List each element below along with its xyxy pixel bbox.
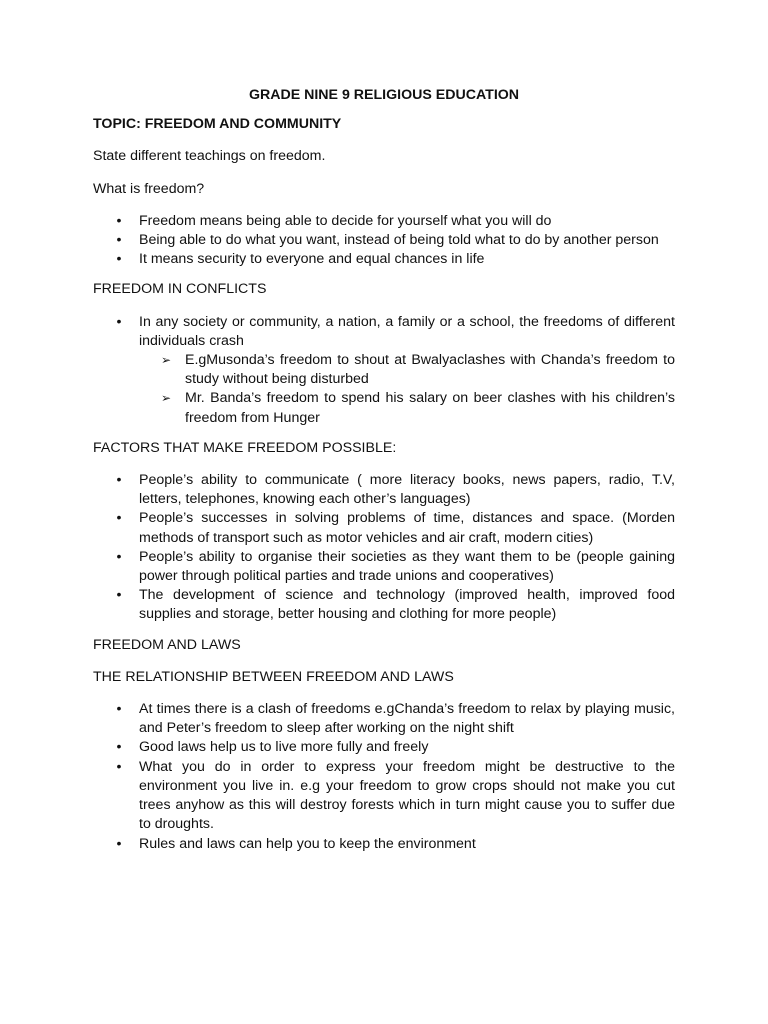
list-item (93, 758, 675, 835)
arrow-bullet-icon: ➢ (161, 391, 172, 406)
list-item-text: Good laws help us to live more fully and freely (139, 739, 429, 756)
laws-list (93, 700, 675, 854)
list-item (93, 313, 675, 428)
sub-list-item-text: Mr. Banda’s freedom to spend his salary on beer clashes with his children’s freedom from Hunger (185, 390, 675, 426)
list-item (93, 586, 675, 624)
list-item (93, 471, 675, 509)
list-item-text: In any society or community, a nation, a family or a school, the freedoms of different individuals crash (139, 313, 675, 349)
bullet-icon: • (116, 472, 122, 489)
document-body (93, 86, 675, 865)
list-item (93, 231, 675, 250)
bullet-icon: • (116, 835, 122, 852)
bullet-icon: • (116, 232, 122, 249)
conflict-examples-list (139, 351, 675, 428)
topic-heading: TOPIC: FREEDOM AND COMMUNITY (93, 116, 342, 133)
bullet-icon: • (116, 510, 122, 527)
bullet-icon: • (116, 212, 122, 229)
bullet-icon: • (116, 313, 122, 330)
factors-list (93, 471, 675, 625)
bullet-icon: • (116, 587, 122, 604)
sub-list-item-text: E.gMusonda’s freedom to shout at Bwalyaclashes with Chanda’s freedom to study without being disturbed (185, 352, 675, 388)
list-item-text: People’s ability to communicate ( more literacy books, news papers, radio, T.V, letters, telephones, knowing each other’s languages) (139, 472, 675, 508)
list-item-text: It means security to everyone and equal chances in life (139, 251, 485, 268)
bullet-icon: • (116, 251, 122, 268)
freedom-points-list (93, 212, 675, 270)
list-item-text: People’s ability to organise their societies as they want them to be (people gaining power through political parties and trade unions and cooperatives) (139, 548, 675, 585)
list-item-text: Being able to do what you want, instead of being told what to do by another person (139, 232, 659, 249)
question-text: What is freedom? (93, 180, 205, 197)
list-item (93, 700, 675, 738)
sub-list-item (139, 351, 675, 389)
list-item-text: Freedom means being able to decide for yourself what you will do (139, 212, 552, 229)
bullet-icon: • (116, 758, 122, 775)
list-item-text: Rules and laws can help you to keep the environment (139, 835, 476, 852)
laws-heading: FREEDOM AND LAWS (93, 636, 241, 653)
list-item (93, 835, 675, 854)
relationship-heading: THE RELATIONSHIP BETWEEN FREEDOM AND LAWS (93, 668, 454, 685)
list-item-text: At times there is a clash of freedoms e.gChanda’s freedom to relax by playing music, and Peter’s freedom to sleep after working on the night shift (139, 701, 675, 737)
list-item (93, 250, 675, 269)
sub-list-item (139, 389, 675, 427)
list-item-text: What you do in order to express your freedom might be destructive to the environment you live in. e.g your freedom to grow crops should not make you cut trees anyhow as this will destroy forests which in turn might cause you to suffer due to droughts. (139, 758, 675, 833)
bullet-icon: • (116, 739, 122, 756)
list-item (93, 509, 675, 547)
arrow-bullet-icon: ➢ (161, 353, 172, 368)
bullet-icon: • (116, 548, 122, 565)
list-item-text: People’s successes in solving problems of time, distances and space. (Morden methods of transport such as motor vehicles and air craft, modern cities) (139, 510, 675, 546)
list-item (93, 212, 675, 231)
conflicts-heading: FREEDOM IN CONFLICTS (93, 281, 267, 298)
list-item-text: The development of science and technology (improved health, improved food supplies and storage, better housing and clothing for more people) (139, 587, 675, 623)
bullet-icon: • (116, 701, 122, 718)
conflicts-list (93, 313, 675, 428)
document-title: GRADE NINE 9 RELIGIOUS EDUCATION (248, 87, 520, 103)
factors-heading: FACTORS THAT MAKE FREEDOM POSSIBLE: (93, 439, 397, 456)
list-item (93, 738, 675, 757)
intro-text: State different teachings on freedom. (93, 148, 326, 165)
list-item (93, 548, 675, 586)
